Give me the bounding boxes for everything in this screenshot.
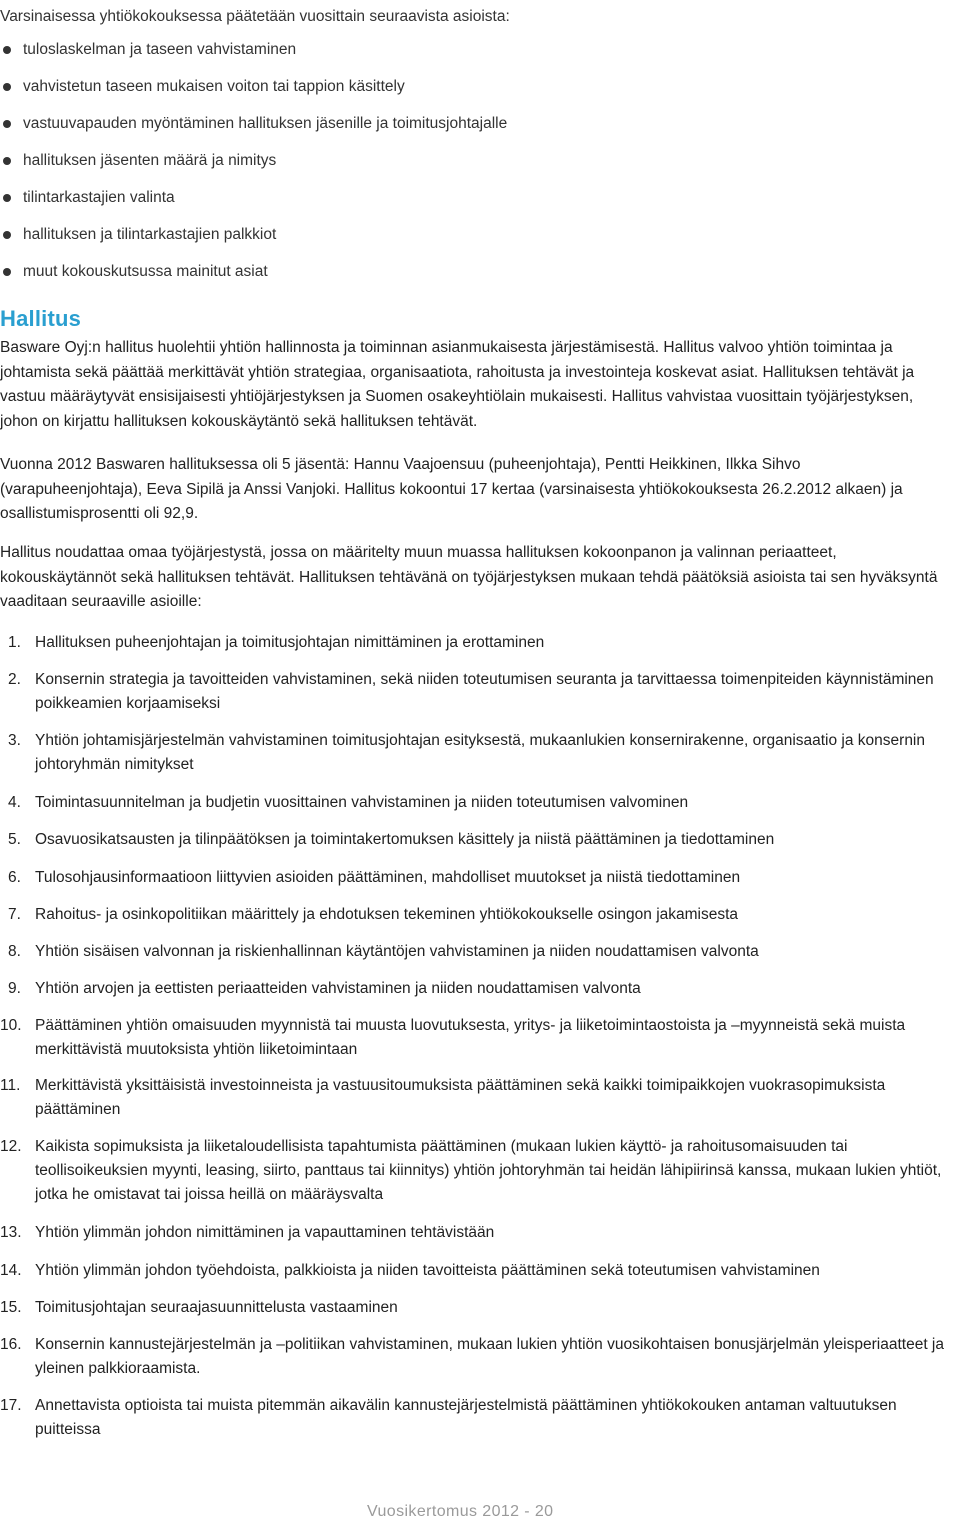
bullet-dot-icon xyxy=(3,194,11,202)
item-number: 3. xyxy=(8,732,21,749)
bullet-dot-icon xyxy=(3,83,11,91)
item-text: Toimitusjohtajan seuraajasuunnittelusta vastaaminen xyxy=(35,1299,398,1316)
item-text: Tulosohjausinformaatioon liittyvien asioiden päättäminen, mahdolliset muutokset ja niistä tiedottaminen xyxy=(35,869,741,886)
item-number: 17. xyxy=(0,1397,22,1414)
item-number: 14. xyxy=(0,1262,22,1279)
item-text: Toimintasuunnitelman ja budjetin vuosittainen vahvistaminen ja niiden toteutumisen valvominen xyxy=(35,794,689,811)
item-text: Konsernin kannustejärjestelmän ja –politiikan vahvistaminen, mukaan lukien yhtiön vuosikohtaisen bonusjärjelmän yleisperiaatteet ja yleinen palkkioraamista. xyxy=(35,1336,944,1377)
paragraph-board-role: Basware Oyj:n hallitus huolehtii yhtiön hallinnosta ja toiminnan asianmukaisesta järjestämisestä. Hallitus valvoo yhtiön toimintaa ja johtamista sekä päättää merkittävät yhtiön strategiaa, organisaatiota, rahoitusta ja investointeja koskevat asiat. Hallituksen tehtävät ja vastuu määräytyvät ensisijaisesti yhtiöjärjestyksen ja Suomen osakeyhtiölain mukaisesti. Hallitus vahvistaa vuosittain työjärjestyksen, johon on kirjattu hallituksen kokouskäytäntö sekä hallituksen tehtävät. xyxy=(0,339,915,430)
numbered-item xyxy=(0,828,950,852)
numbered-item xyxy=(0,668,950,716)
item-number: 10. xyxy=(0,1017,22,1034)
numbered-item xyxy=(0,866,950,890)
item-number: 13. xyxy=(0,1224,22,1241)
item-text: Yhtiön ylimmän johdon nimittäminen ja vapauttaminen tehtävistään xyxy=(35,1224,495,1241)
bullet-item: hallituksen jäsenten määrä ja nimitys xyxy=(0,149,507,186)
item-text: Rahoitus- ja osinkopolitiikan määrittely ja ehdotuksen tekeminen yhtiökokoukselle osingon jakamisesta xyxy=(35,906,739,923)
item-text: Yhtiön arvojen ja eettisten periaatteiden vahvistaminen ja niiden noudattamisen valvonta xyxy=(35,980,641,997)
item-number: 2. xyxy=(8,671,21,688)
item-number: 9. xyxy=(8,980,21,997)
item-number: 5. xyxy=(8,831,21,848)
numbered-item xyxy=(0,791,950,815)
numbered-item xyxy=(0,1014,950,1062)
bullet-dot-icon xyxy=(3,46,11,54)
numbered-item xyxy=(0,940,950,964)
item-number: 11. xyxy=(0,1077,21,1094)
item-text: Yhtiön ylimmän johdon työehdoista, palkkioista ja niiden tavoitteista päättäminen sekä toteutumisen vahvistaminen xyxy=(35,1262,820,1279)
numbered-item xyxy=(0,1296,950,1320)
item-number: 4. xyxy=(8,794,21,811)
item-number: 12. xyxy=(0,1138,22,1155)
item-number: 6. xyxy=(8,869,21,886)
item-number: 16. xyxy=(0,1336,22,1353)
page-footer: Vuosikertomus 2012 - 20 xyxy=(367,1503,554,1520)
item-number: 15. xyxy=(0,1299,22,1316)
numbered-item xyxy=(0,977,950,1001)
numbered-item xyxy=(0,1333,950,1381)
item-text: Annettavista optioista tai muista pitemmän aikavälin kannustejärjestelmistä päättäminen yhtiökokouken antaman valtuutuksen puitteissa xyxy=(35,1397,897,1438)
numbered-item xyxy=(0,1259,950,1283)
bullet-item: muut kokouskutsussa mainitut asiat xyxy=(0,260,507,297)
item-text: Yhtiön sisäisen valvonnan ja riskienhallinnan käytäntöjen vahvistaminen ja niiden noudattamisen valvonta xyxy=(35,943,759,960)
bullet-item: vahvistetun taseen mukaisen voiton tai tappion käsittely xyxy=(0,75,507,112)
item-number: 7. xyxy=(8,906,21,923)
item-text: Kaikista sopimuksista ja liiketaloudellisista tapahtumista päättäminen (mukaan lukien käyttö- ja rahoitusomaisuuden tai teollisoikeuksien myynti, leasing, siirto, panttaus tai kiinnitys) yhtiön johtoryhmän tai heidän lähipiirinsä kanssa, mukaan lukien yhtiöt, jotka he omistavat tai joissa heillä on määräysvalta xyxy=(35,1138,942,1203)
bullet-item: tuloslaskelman ja taseen vahvistaminen xyxy=(0,38,507,75)
item-text: Konsernin strategia ja tavoitteiden vahvistaminen, sekä niiden toteutumisen seuranta ja tarvittaessa toimenpiteiden käynnistäminen poikkeamien korjaamiseksi xyxy=(35,671,934,712)
numbered-item xyxy=(0,631,950,655)
item-text: Päättäminen yhtiön omaisuuden myynnistä tai muusta luovutuksesta, yritys- ja liiketoimintaostoista ja –myynneistä sekä muista merkittävistä muutoksista yhtiön liiketoimintaan xyxy=(35,1017,906,1058)
item-text: Hallituksen puheenjohtajan ja toimitusjohtajan nimittäminen ja erottaminen xyxy=(35,634,545,651)
numbered-item xyxy=(0,1394,950,1442)
paragraph-board-rules: Hallitus noudattaa omaa työjärjestystä, jossa on määritelty muun muassa hallituksen kokoonpanon ja valinnan periaatteet, kokouskäytännöt sekä hallituksen tehtävät. Hallituksen tehtävänä on työjärjestyksen mukaan tehdä päätöksiä asioista tai sen hyväksyntä vaaditaan seuraaville asioille: xyxy=(0,544,938,610)
item-text: Merkittävistä yksittäisistä investoinneista ja vastuusitoumuksista päättäminen sekä kaikki toimipaikkojen vuokrasopimuksista päättäminen xyxy=(35,1077,886,1118)
section-heading: Hallitus xyxy=(0,306,82,331)
bullet-item: hallituksen ja tilintarkastajien palkkiot xyxy=(0,223,507,260)
item-number: 8. xyxy=(8,943,21,960)
numbered-item xyxy=(0,1221,950,1245)
paragraph-board-members: Vuonna 2012 Baswaren hallituksessa oli 5 jäsentä: Hannu Vaajoensuu (puheenjohtaja), Pentti Heikkinen, Ilkka Sihvo (varapuheenjohtaja), Eeva Sipilä ja Anssi Vanjoki. Hallitus kokoontui 17 kertaa (varsinaisesta yhtiökokouksesta 26.2.2012 alkaen) ja osallistumisprosentti oli 92,9. xyxy=(0,456,903,522)
numbered-item xyxy=(0,1135,950,1207)
bullet-dot-icon xyxy=(3,120,11,128)
item-number: 1. xyxy=(8,634,21,651)
bullet-item: tilintarkastajien valinta xyxy=(0,186,507,223)
intro-text: Varsinaisessa yhtiökokouksessa päätetään vuosittain seuraavista asioista: xyxy=(0,8,510,25)
bullet-dot-icon xyxy=(3,231,11,239)
numbered-item xyxy=(0,903,950,927)
item-text: Osavuosikatsausten ja tilinpäätöksen ja toimintakertomuksen käsittely ja niistä päättäminen ja tiedottaminen xyxy=(35,831,775,848)
agenda-bullet-list xyxy=(0,38,507,297)
numbered-item xyxy=(0,1074,950,1122)
numbered-item xyxy=(0,729,950,777)
bullet-dot-icon xyxy=(3,268,11,276)
bullet-dot-icon xyxy=(3,157,11,165)
bullet-item: vastuuvapauden myöntäminen hallituksen jäsenille ja toimitusjohtajalle xyxy=(0,112,507,149)
item-text: Yhtiön johtamisjärjestelmän vahvistaminen toimitusjohtajan esityksestä, mukaanlukien konsernirakenne, organisaatio ja konsernin johtoryhmän nimitykset xyxy=(35,732,926,773)
